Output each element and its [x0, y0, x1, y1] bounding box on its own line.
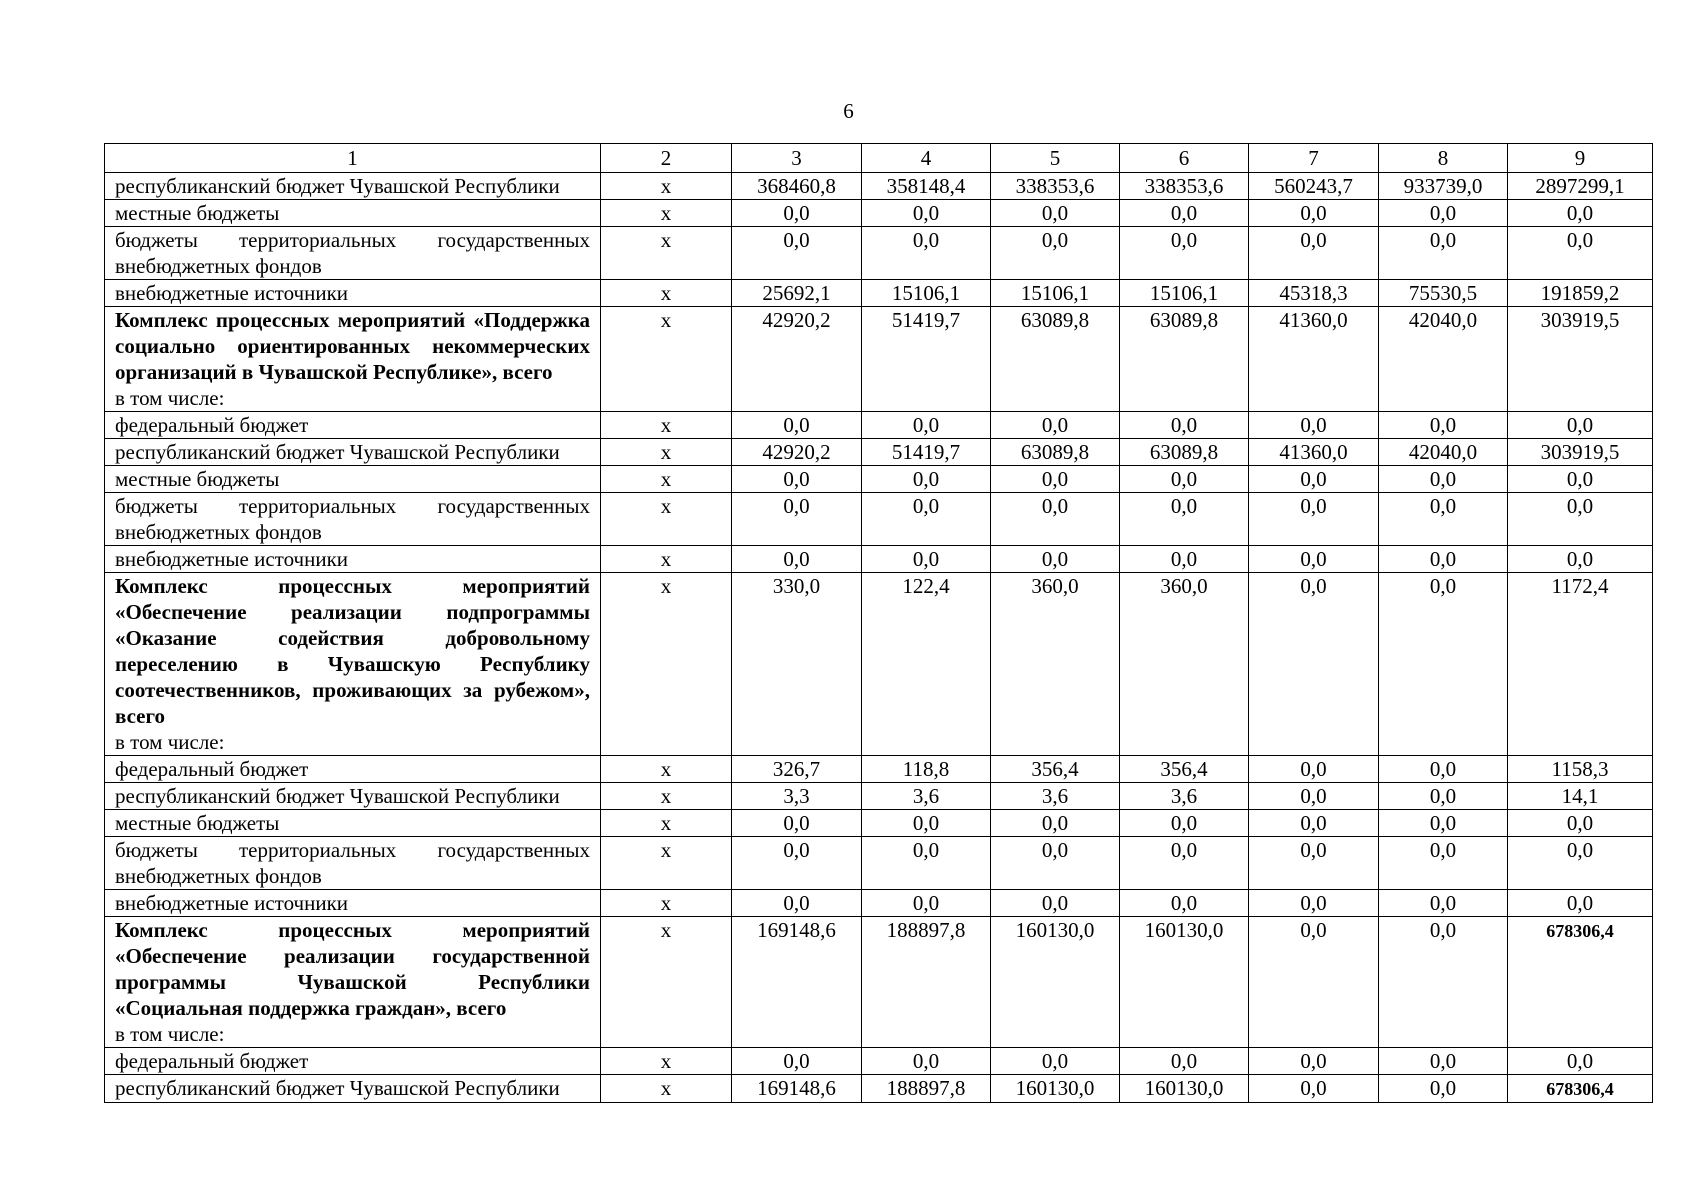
- value-cell: 0,0: [732, 810, 862, 837]
- code-cell: х: [601, 837, 732, 890]
- value-cell: 0,0: [1249, 837, 1379, 890]
- table-row: [105, 837, 1653, 890]
- value-cell: 0,0: [1379, 890, 1508, 917]
- table-row: [105, 227, 1653, 280]
- section-title: Комплекс процессных мероприятий «Поддержка социально ориентированных некоммерческих организаций в Чувашской Республике», всего: [115, 308, 590, 384]
- value-cell: 0,0: [1508, 1048, 1653, 1075]
- value-cell: [1508, 1075, 1653, 1103]
- value-cell: 15106,1: [991, 280, 1120, 307]
- value-cell: 15106,1: [1120, 280, 1249, 307]
- value-cell: 0,0: [732, 227, 862, 280]
- value-cell: 560243,7: [1249, 173, 1379, 200]
- value-cell: 0,0: [862, 546, 991, 573]
- value-cell: 0,0: [732, 200, 862, 227]
- value-cell: 360,0: [991, 573, 1120, 756]
- row-label: местные бюджеты: [105, 200, 601, 227]
- value-cell: 0,0: [1508, 546, 1653, 573]
- table-row: [105, 546, 1653, 573]
- value-cell: 160130,0: [991, 1075, 1120, 1103]
- value-cell: 0,0: [991, 546, 1120, 573]
- value-cell: 0,0: [1249, 200, 1379, 227]
- value-cell: 0,0: [1249, 227, 1379, 280]
- section-subtitle: в том числе:: [115, 1022, 225, 1046]
- section-title: Комплекс процессных мероприятий «Обеспечение реализации подпрограммы «Оказание содействия добровольному переселению в Чувашскую Республику соотечественников, проживающих за рубежом», всего: [115, 574, 590, 728]
- table-row: [105, 810, 1653, 837]
- value-cell: 326,7: [732, 756, 862, 783]
- code-cell: х: [601, 466, 732, 493]
- value-cell: 360,0: [1120, 573, 1249, 756]
- row-label: федеральный бюджет: [105, 756, 601, 783]
- total-value: 678306,4: [1546, 1079, 1614, 1099]
- row-label: республиканский бюджет Чувашской Республики: [105, 783, 601, 810]
- value-cell: 0,0: [1379, 1048, 1508, 1075]
- value-cell: 42040,0: [1379, 307, 1508, 412]
- column-number: 5: [991, 144, 1120, 173]
- column-number: 4: [862, 144, 991, 173]
- value-cell: 160130,0: [991, 917, 1120, 1048]
- value-cell: 0,0: [1249, 412, 1379, 439]
- table-row: [105, 890, 1653, 917]
- value-cell: 330,0: [732, 573, 862, 756]
- value-cell: 169148,6: [732, 1075, 862, 1103]
- column-number: 2: [601, 144, 732, 173]
- value-cell: 3,6: [991, 783, 1120, 810]
- section-description-cell: [105, 307, 601, 412]
- value-cell: 0,0: [732, 466, 862, 493]
- section-subtitle: в том числе:: [115, 730, 225, 754]
- value-cell: 0,0: [862, 837, 991, 890]
- row-label: внебюджетные источники: [105, 280, 601, 307]
- value-cell: 0,0: [991, 1048, 1120, 1075]
- value-cell: 0,0: [732, 546, 862, 573]
- row-label: внебюджетные источники: [105, 890, 601, 917]
- value-cell: 0,0: [732, 493, 862, 546]
- row-label: республиканский бюджет Чувашской Республики: [105, 1075, 601, 1103]
- section-row: [105, 573, 1653, 756]
- column-number: 9: [1508, 144, 1653, 173]
- value-cell: 0,0: [1249, 1048, 1379, 1075]
- value-cell: 0,0: [1120, 493, 1249, 546]
- code-cell: х: [601, 917, 732, 1048]
- row-label: федеральный бюджет: [105, 1048, 601, 1075]
- value-cell: 356,4: [991, 756, 1120, 783]
- value-cell: 0,0: [1120, 1048, 1249, 1075]
- table-row: [105, 439, 1653, 466]
- section-row: [105, 917, 1653, 1048]
- value-cell: 0,0: [1379, 917, 1508, 1048]
- row-label: республиканский бюджет Чувашской Республики: [105, 439, 601, 466]
- value-cell: [1508, 917, 1653, 1048]
- value-cell: 338353,6: [991, 173, 1120, 200]
- table-row: [105, 280, 1653, 307]
- value-cell: 3,6: [1120, 783, 1249, 810]
- value-cell: 0,0: [1379, 466, 1508, 493]
- table-row: [105, 412, 1653, 439]
- value-cell: 0,0: [862, 227, 991, 280]
- value-cell: 118,8: [862, 756, 991, 783]
- column-number: 8: [1379, 144, 1508, 173]
- code-cell: х: [601, 783, 732, 810]
- table-row: [105, 783, 1653, 810]
- code-cell: х: [601, 200, 732, 227]
- row-label: местные бюджеты: [105, 810, 601, 837]
- value-cell: 42920,2: [732, 439, 862, 466]
- value-cell: 0,0: [862, 200, 991, 227]
- value-cell: 0,0: [1379, 412, 1508, 439]
- value-cell: 42920,2: [732, 307, 862, 412]
- value-cell: 356,4: [1120, 756, 1249, 783]
- value-cell: 63089,8: [1120, 439, 1249, 466]
- value-cell: 0,0: [991, 493, 1120, 546]
- value-cell: 303919,5: [1508, 307, 1653, 412]
- row-label: республиканский бюджет Чувашской Республики: [105, 173, 601, 200]
- value-cell: 0,0: [732, 1048, 862, 1075]
- value-cell: 0,0: [1379, 573, 1508, 756]
- value-cell: 0,0: [1508, 890, 1653, 917]
- value-cell: 338353,6: [1120, 173, 1249, 200]
- value-cell: 0,0: [991, 810, 1120, 837]
- value-cell: 0,0: [1379, 227, 1508, 280]
- value-cell: 933739,0: [1379, 173, 1508, 200]
- value-cell: 358148,4: [862, 173, 991, 200]
- value-cell: 0,0: [862, 493, 991, 546]
- column-number: 6: [1120, 144, 1249, 173]
- value-cell: 0,0: [1249, 466, 1379, 493]
- value-cell: 0,0: [1120, 890, 1249, 917]
- table-row: [105, 173, 1653, 200]
- code-cell: х: [601, 493, 732, 546]
- value-cell: 0,0: [1379, 546, 1508, 573]
- value-cell: 0,0: [991, 227, 1120, 280]
- value-cell: 0,0: [1508, 412, 1653, 439]
- value-cell: 0,0: [1120, 200, 1249, 227]
- value-cell: 0,0: [1249, 810, 1379, 837]
- value-cell: 0,0: [1249, 546, 1379, 573]
- code-cell: х: [601, 439, 732, 466]
- value-cell: 0,0: [1249, 493, 1379, 546]
- code-cell: х: [601, 173, 732, 200]
- column-number: 3: [732, 144, 862, 173]
- code-cell: х: [601, 227, 732, 280]
- value-cell: 0,0: [1508, 200, 1653, 227]
- row-label: внебюджетные источники: [105, 546, 601, 573]
- table-row: [105, 493, 1653, 546]
- value-cell: 188897,8: [862, 917, 991, 1048]
- value-cell: 0,0: [1249, 783, 1379, 810]
- section-row: [105, 307, 1653, 412]
- page-number: 6: [843, 99, 854, 123]
- value-cell: 0,0: [1379, 493, 1508, 546]
- value-cell: 0,0: [1120, 837, 1249, 890]
- value-cell: 1172,4: [1508, 573, 1653, 756]
- value-cell: 0,0: [1508, 810, 1653, 837]
- value-cell: 0,0: [1379, 756, 1508, 783]
- row-label: бюджеты территориальных государственных внебюджетных фондов: [105, 493, 601, 546]
- value-cell: 0,0: [1379, 783, 1508, 810]
- value-cell: 14,1: [1508, 783, 1653, 810]
- column-number-row: [105, 144, 1653, 173]
- value-cell: 25692,1: [732, 280, 862, 307]
- value-cell: 0,0: [1379, 837, 1508, 890]
- table-row: [105, 1048, 1653, 1075]
- column-number: 1: [105, 144, 601, 173]
- value-cell: 1158,3: [1508, 756, 1653, 783]
- code-cell: х: [601, 573, 732, 756]
- value-cell: 0,0: [1120, 546, 1249, 573]
- code-cell: х: [601, 307, 732, 412]
- value-cell: 51419,7: [862, 307, 991, 412]
- value-cell: 0,0: [1120, 466, 1249, 493]
- value-cell: 169148,6: [732, 917, 862, 1048]
- value-cell: 63089,8: [1120, 307, 1249, 412]
- section-description-cell: [105, 573, 601, 756]
- value-cell: 303919,5: [1508, 439, 1653, 466]
- value-cell: 42040,0: [1379, 439, 1508, 466]
- value-cell: 368460,8: [732, 173, 862, 200]
- value-cell: 0,0: [991, 466, 1120, 493]
- value-cell: 0,0: [1508, 493, 1653, 546]
- value-cell: 188897,8: [862, 1075, 991, 1103]
- code-cell: х: [601, 280, 732, 307]
- budget-table: [104, 143, 1653, 1103]
- value-cell: 63089,8: [991, 307, 1120, 412]
- value-cell: 2897299,1: [1508, 173, 1653, 200]
- section-subtitle: в том числе:: [115, 386, 225, 410]
- value-cell: 0,0: [862, 1048, 991, 1075]
- table-row: [105, 466, 1653, 493]
- value-cell: 0,0: [1508, 466, 1653, 493]
- value-cell: 0,0: [1379, 1075, 1508, 1103]
- value-cell: 3,6: [862, 783, 991, 810]
- value-cell: 0,0: [862, 810, 991, 837]
- value-cell: 45318,3: [1249, 280, 1379, 307]
- value-cell: 0,0: [1249, 573, 1379, 756]
- value-cell: 0,0: [732, 890, 862, 917]
- row-label: бюджеты территориальных государственных внебюджетных фондов: [105, 227, 601, 280]
- table-row: [105, 756, 1653, 783]
- table-row: [105, 1075, 1653, 1103]
- code-cell: х: [601, 756, 732, 783]
- value-cell: 0,0: [991, 837, 1120, 890]
- value-cell: 0,0: [862, 890, 991, 917]
- value-cell: 0,0: [1249, 1075, 1379, 1103]
- row-label: федеральный бюджет: [105, 412, 601, 439]
- value-cell: 0,0: [991, 890, 1120, 917]
- value-cell: 41360,0: [1249, 307, 1379, 412]
- code-cell: х: [601, 412, 732, 439]
- value-cell: 0,0: [1120, 810, 1249, 837]
- value-cell: 0,0: [862, 466, 991, 493]
- value-cell: 160130,0: [1120, 1075, 1249, 1103]
- value-cell: 75530,5: [1379, 280, 1508, 307]
- value-cell: 0,0: [1120, 412, 1249, 439]
- value-cell: 0,0: [1508, 227, 1653, 280]
- value-cell: 0,0: [1249, 756, 1379, 783]
- value-cell: 122,4: [862, 573, 991, 756]
- row-label: местные бюджеты: [105, 466, 601, 493]
- value-cell: 0,0: [1249, 890, 1379, 917]
- row-label: бюджеты территориальных государственных внебюджетных фондов: [105, 837, 601, 890]
- section-title: Комплекс процессных мероприятий «Обеспечение реализации государственной программы Чувашской Республики «Социальная поддержка граждан», всего: [115, 918, 590, 1020]
- value-cell: 191859,2: [1508, 280, 1653, 307]
- value-cell: 15106,1: [862, 280, 991, 307]
- value-cell: 0,0: [991, 412, 1120, 439]
- value-cell: 3,3: [732, 783, 862, 810]
- value-cell: 0,0: [1508, 837, 1653, 890]
- code-cell: х: [601, 1075, 732, 1103]
- code-cell: х: [601, 890, 732, 917]
- value-cell: 0,0: [1120, 227, 1249, 280]
- table-row: [105, 200, 1653, 227]
- value-cell: 51419,7: [862, 439, 991, 466]
- value-cell: 0,0: [991, 200, 1120, 227]
- value-cell: 0,0: [1379, 200, 1508, 227]
- value-cell: 160130,0: [1120, 917, 1249, 1048]
- value-cell: 0,0: [732, 837, 862, 890]
- total-value: 678306,4: [1546, 921, 1614, 941]
- code-cell: х: [601, 546, 732, 573]
- value-cell: 0,0: [1379, 810, 1508, 837]
- section-description-cell: [105, 917, 601, 1048]
- code-cell: х: [601, 810, 732, 837]
- value-cell: 41360,0: [1249, 439, 1379, 466]
- column-number: 7: [1249, 144, 1379, 173]
- value-cell: 0,0: [732, 412, 862, 439]
- value-cell: 0,0: [862, 412, 991, 439]
- code-cell: х: [601, 1048, 732, 1075]
- value-cell: 63089,8: [991, 439, 1120, 466]
- value-cell: 0,0: [1249, 917, 1379, 1048]
